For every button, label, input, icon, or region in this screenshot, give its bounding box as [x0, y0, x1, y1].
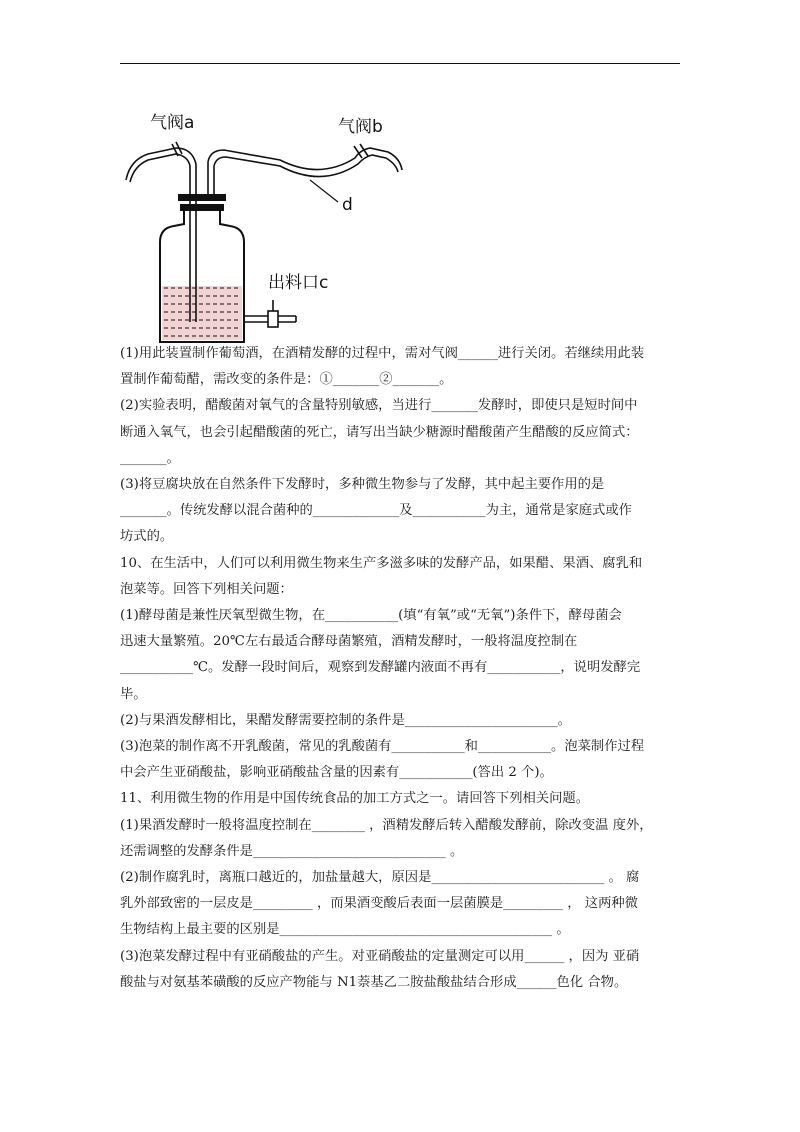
outlet-tube: [244, 316, 268, 322]
text-line: (1)果酒发酵时一般将温度控制在________ ，酒精发酵后转入醋酸发酵前，除改变温 度外，: [120, 817, 653, 833]
text-line: 生物结构上最主要的区别是_________________________________________ 。: [120, 922, 570, 938]
text-line: 还需调整的发酵条件是_____________________________ 。: [120, 843, 464, 859]
outlet-spout: [278, 316, 296, 322]
tube-a-outer: [126, 148, 196, 194]
text-line: (1)用此装置制作葡萄酒，在酒精发酵的过程中，需对气阀______进行关闭。若继续用此装: [120, 346, 645, 361]
header-rule: [120, 63, 680, 64]
text-line: ___________℃。发酵一段时间后，观察到发酵罐内液面不再有___________，说明发酵完: [120, 660, 641, 676]
text-line: 泡菜等。回答下列相关问题：: [120, 581, 293, 597]
stopper-band-1: [178, 194, 226, 201]
text-line: 毕。: [120, 686, 147, 702]
text-line: 置制作葡萄醋，需改变的条件是：①_______②_______。: [120, 372, 453, 388]
question-11-heading: 11、利用微生物的作用是中国传统食品的加工方式之一。请回答下列相关问题。: [120, 791, 590, 807]
text-line: 迅速大量繁殖。20℃左右最适合酵母菌繁殖，酒精发酵时，一般将温度控制在: [120, 634, 578, 650]
question-10-heading: 10、在生活中，人们可以利用微生物来生产多滋多味的发酵产品，如果醋、果酒、腐乳和: [120, 555, 643, 571]
label-tube-d: d: [342, 195, 353, 215]
text-line: 酸盐与对氨基苯磺酸的反应产物能与 N1萘基乙二胺盐酸盐结合形成______色化 合物。: [120, 974, 628, 990]
text-line: 坊式的。: [120, 529, 174, 545]
fermentation-apparatus-figure: [120, 100, 420, 345]
text-line: (3)泡菜发酵过程中有亚硝酸盐的产生。对亚硝酸盐的定量测定可以用______ ，因为 亚硝: [120, 948, 640, 964]
text-line: 乳外部致密的一层皮是_________ ，而果酒变酸后表面一层菌膜是_________ ， 这两种微: [120, 896, 638, 912]
stopper-band-2: [180, 204, 224, 211]
label-valve-b: 气阀b: [338, 117, 383, 137]
text-line: (2)制作腐乳时，离瓶口越近的，加盐量越大，原因是__________________________ 。 腐: [120, 870, 640, 886]
text-line: _______。: [120, 450, 180, 466]
text-line: (2)与果酒发酵相比，果醋发酵需要控制的条件是_______________________。: [120, 712, 571, 728]
text-line: (3)泡菜的制作离不开乳酸菌，常见的乳酸菌有___________和___________。泡菜制作过程: [120, 739, 645, 755]
liquid: [162, 286, 242, 340]
label-outlet-c: 出料口c: [268, 273, 329, 293]
text-line: (2)实验表明，醋酸菌对氧气的含量特别敏感，当进行_______发酵时，即使只是短时间中: [120, 398, 638, 414]
text-line: 断通入氧气，也会引起醋酸菌的死亡，请写出当缺少糖源时醋酸菌产生醋酸的反应简式：: [120, 424, 639, 440]
question-text: [120, 341, 685, 996]
text-line: (1)酵母菌是兼性厌氧型微生物，在___________(填“有氧”或“无氧”)条件下，酵母菌会: [120, 608, 622, 624]
outlet-valve: [268, 311, 278, 327]
apparatus-diagram: [120, 100, 420, 345]
tube-d: [208, 148, 402, 194]
label-valve-a: 气阀a: [150, 113, 195, 133]
text-line: (3)将豆腐块放在自然条件下发酵时，多种微生物参与了发酵，其中起主要作用的是: [120, 477, 605, 493]
text-line: _______。传统发酵以混合菌种的_____________及___________为主，通常是家庭式或作: [120, 503, 632, 519]
d-pointer: [310, 180, 338, 202]
text-line: 中会产生亚硝酸盐，影响亚硝酸盐含量的因素有___________(答出 2 个)。: [120, 765, 553, 781]
